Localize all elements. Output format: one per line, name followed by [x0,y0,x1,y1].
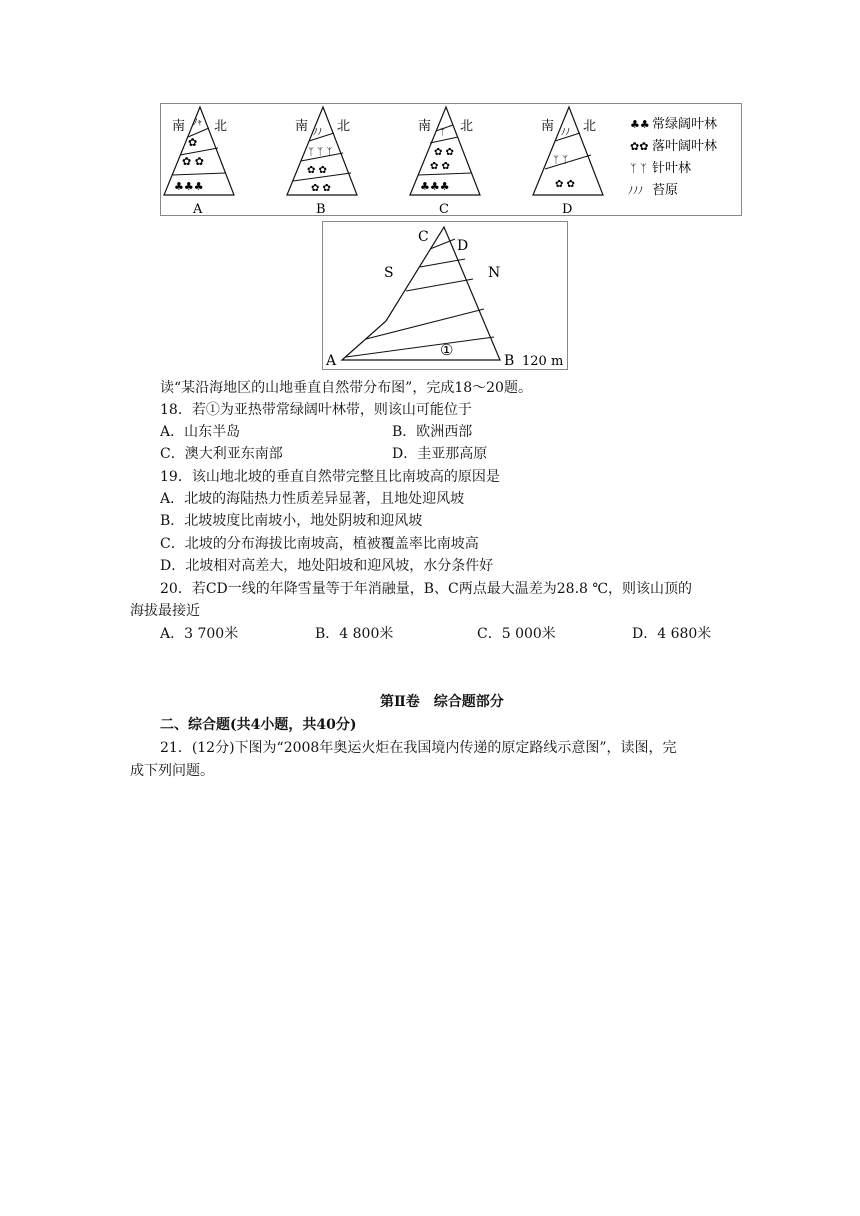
svg-text:ﾉﾉ: ﾉﾉ [313,128,323,138]
q18-stem: 18．若①为亚热带常绿阔叶林带，则该山可能位于 [160,402,472,418]
section-2-title: 第Ⅱ卷 综合题部分 [380,694,504,710]
q18-option-a: A．山东半岛 [160,424,241,440]
q20-stem-continued: 海拔最接近 [130,603,200,619]
north-label: N [488,265,501,281]
q19-stem: 19．该山地北坡的垂直自然带完整且比南坡高的原因是 [160,469,500,485]
q18-option-d: D．圭亚那高原 [392,446,488,462]
q20-option-d: D．4 680米 [632,626,712,642]
svg-text:ﾉﾉ: ﾉﾉ [561,128,571,138]
tundra-icon: ﾉﾉﾉ [628,186,643,197]
q19-option-c: C．北坡的分布海拔比南坡高，植被覆盖率比南坡高 [160,536,479,552]
triangle-b-north: 北 [337,119,351,134]
triangle-a-south: 南 [172,119,186,134]
svg-text:♣♣♣: ♣♣♣ [174,180,204,193]
svg-text:✿ ✿: ✿ ✿ [311,183,331,194]
q19-option-d: D．北坡相对高差大，地处阳坡和迎风坡，水分条件好 [160,558,494,574]
point-c-label: C [418,229,429,245]
legend-label-3: 针叶林 [652,161,692,176]
q20-option-b: B．4 800米 [315,626,394,642]
svg-text:✿ ✿: ✿ ✿ [182,155,204,168]
svg-text:✿: ✿ [188,136,198,149]
triangle-a-north: 北 [214,119,228,134]
triangle-d-north: 北 [583,119,597,134]
q21-line-2: 成下列问题。 [130,763,214,779]
triangle-b-south: 南 [295,119,309,134]
q20-option-c: C．5 000米 [477,626,556,642]
zone-1-label: ① [440,341,454,359]
deciduous-broadleaf-icon: ✿✿ [630,140,649,153]
intro-text: 读“某沿海地区的山地垂直自然带分布图”，完成18～20题。 [160,380,532,396]
evergreen-broadleaf-icon: ♣♣ [630,118,650,131]
q20-option-a: A．3 700米 [160,626,239,642]
svg-text:ﾉｬ: ﾉｬ [193,118,203,128]
scale-label: 120 m [522,354,564,369]
triangle-c-south: 南 [418,119,432,134]
conifer-icon: ᛉ ᛉ [630,162,647,175]
svg-text:ᛉ ᛉ: ᛉ ᛉ [553,155,569,166]
point-a-label: A [326,353,337,369]
svg-text:♣♣♣: ♣♣♣ [420,180,450,193]
legend-label-4: 苔原 [652,183,679,198]
triangle-a-letter: A [193,202,203,217]
q18-option-b: B．欧洲西部 [392,424,473,440]
legend-label-2: 落叶阔叶林 [652,139,718,154]
svg-text:✿ ✿: ✿ ✿ [434,147,454,158]
mountain-profile-figure [322,221,568,371]
triangle-b-letter: B [316,202,326,217]
q20-stem: 20．若CD一线的年降雪量等于年消融量，B、C两点最大温差为28.8 ℃，则该山顶的 [160,581,693,597]
triangle-c-letter: C [439,202,449,217]
point-b-label: B [504,353,515,369]
q19-option-a: A．北坡的海陆热力性质差异显著，且地处迎风坡 [160,491,465,507]
q18-option-c: C．澳大利亚东南部 [160,446,283,462]
svg-text:✿ ✿: ✿ ✿ [555,179,575,190]
svg-text:ᛉ ᛉ ᛉ: ᛉ ᛉ ᛉ [308,147,333,158]
legend-label-1: 常绿阔叶林 [652,117,718,132]
q21-line-1: 21．(12分)下图为“2008年奥运火炬在我国境内传递的原定路线示意图”，读图，完 [160,740,677,756]
triangle-c-north: 北 [460,119,474,134]
svg-text:✿ ✿: ✿ ✿ [307,165,327,176]
triangle-d-south: 南 [541,119,555,134]
south-label: S [384,265,394,281]
q19-option-b: B．北坡坡度比南坡小，地处阴坡和迎风坡 [160,513,423,529]
svg-text:ᛉ: ᛉ [440,128,446,138]
triangle-d-letter: D [562,202,573,217]
point-d-label: D [457,238,469,254]
vegetation-zones-figure [160,103,742,217]
section-2-subtitle: 二、综合题(共4小题，共40分) [160,717,357,733]
svg-text:✿ ✿: ✿ ✿ [430,161,450,172]
